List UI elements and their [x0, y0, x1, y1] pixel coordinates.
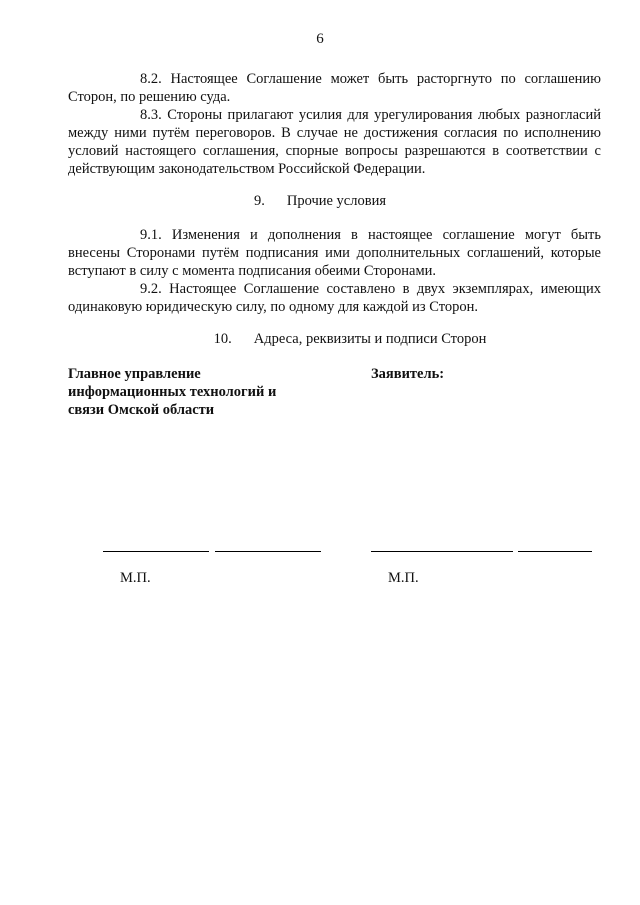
stamp-placeholder-left: М.П.: [120, 570, 151, 586]
stamp-placeholder-right: М.П.: [388, 570, 419, 586]
clause-text: Настоящее Соглашение может быть расторгнуто по соглашению Сторон, по решению суда.: [68, 71, 601, 105]
clause-text: Стороны прилагают усилия для урегулирования любых разногласий между ними путём переговоров. В случае не достижения согласия по исполнению условий настоящего соглашения, спорные вопросы разрешаются в соответствии с действующим законодательством Российской Федерации.: [68, 107, 602, 177]
section-9-heading: [0, 193, 640, 210]
signature-line: [103, 551, 209, 552]
clause-text: Изменения и дополнения в настоящее соглашение могут быть внесены Сторонами путём подписания ими дополнительных соглашений, которые вступают в силу с момента подписания обеими Сторонами.: [68, 227, 601, 279]
clause-number: 8.2.: [140, 71, 162, 87]
party-left-line: информационных технологий и: [68, 384, 277, 400]
section-title: Адреса, реквизиты и подписи Сторон: [253, 331, 487, 347]
party-right-line: Заявитель:: [371, 366, 445, 382]
party-right-name: [371, 365, 444, 383]
page-number: 6: [316, 31, 324, 47]
clause-number: 9.2.: [140, 281, 162, 297]
section-number: 10.: [213, 331, 232, 347]
party-left-line: Главное управление: [68, 366, 201, 382]
clause-9-2: [68, 280, 601, 316]
party-left-line: связи Омской области: [68, 402, 215, 418]
clause-9-1: [68, 226, 601, 280]
section-title: Прочие условия: [286, 193, 387, 209]
clause-text: Настоящее Соглашение составлено в двух экземплярах, имеющих одинаковую юридическую силу, по одному для каждой из Сторон.: [68, 281, 601, 315]
section-9-body: [68, 226, 601, 316]
section-number: 9.: [253, 193, 265, 209]
clause-8-3: [68, 106, 601, 178]
section-10-heading: [0, 331, 640, 348]
signature-name-line: [518, 551, 592, 552]
clause-number: 8.3.: [140, 107, 162, 123]
party-left-name: [68, 365, 276, 419]
clause-number: 9.1.: [140, 227, 162, 243]
signature-line: [371, 551, 513, 552]
signature-name-line: [215, 551, 321, 552]
section-8-body: [68, 70, 601, 178]
clause-8-2: [68, 70, 601, 106]
